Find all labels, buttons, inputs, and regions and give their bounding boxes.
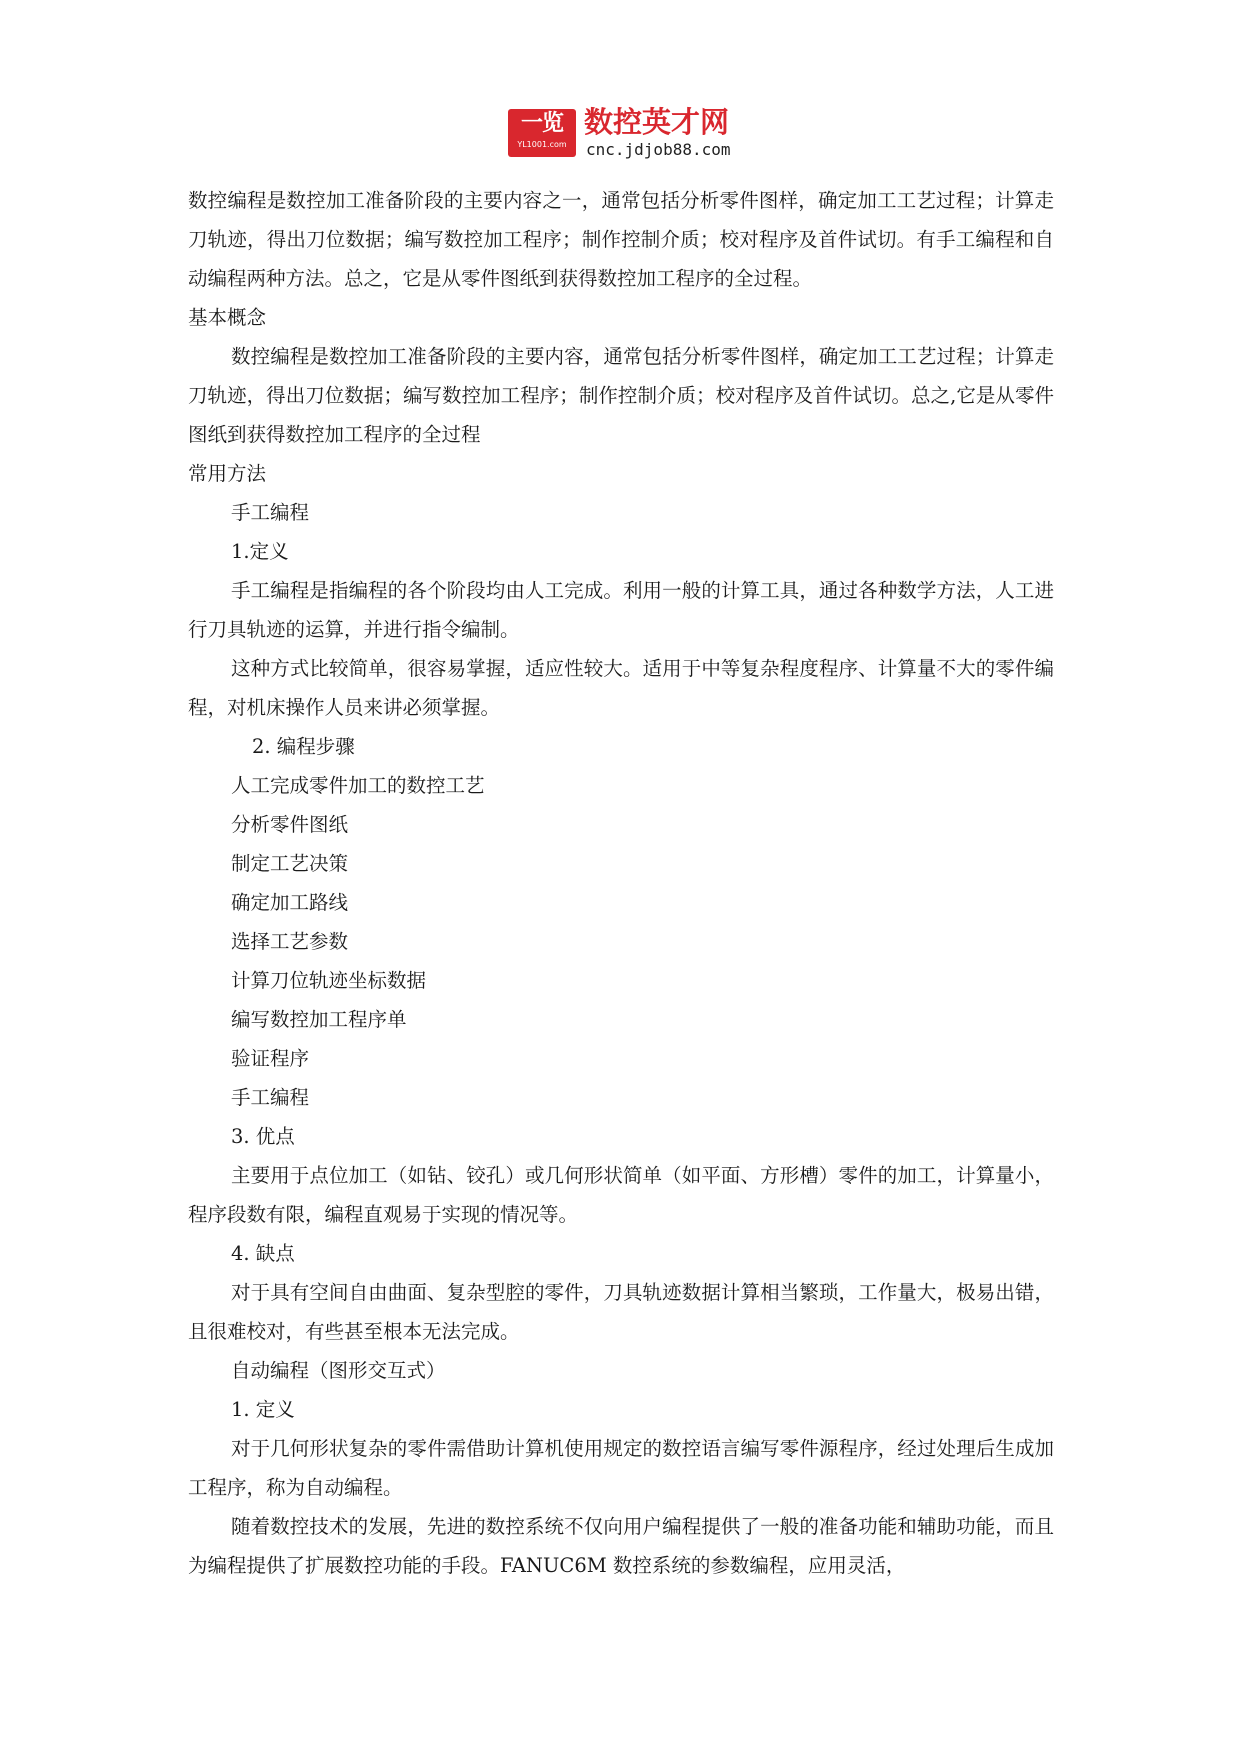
item-heading: 2. 编程步骤 — [252, 735, 355, 758]
logo-title: 数控英才网 — [584, 105, 730, 139]
step-item: 分析零件图纸 — [231, 813, 349, 836]
step-item: 手工编程 — [231, 1086, 310, 1109]
step-item: 验证程序 — [231, 1047, 310, 1070]
section-heading: 常用方法 — [188, 462, 267, 485]
item-heading: 4. 缺点 — [231, 1242, 295, 1265]
step-item: 编写数控加工程序单 — [231, 1008, 407, 1031]
body-paragraph: 数控编程是数控加工准备阶段的主要内容，通常包括分析零件图样，确定加工工艺过程；计算走刀轨迹，得出刀位数据；编写数控加工程序；制作控制介质；校对程序及首件试切。总之,它是从零件图纸到获得数控加工程序的全过程 — [188, 345, 1054, 446]
step-item: 确定加工路线 — [231, 891, 349, 914]
item-heading: 3. 优点 — [231, 1125, 295, 1148]
section-heading: 基本概念 — [188, 306, 267, 329]
body-paragraph: 对于具有空间自由曲面、复杂型腔的零件，刀具轨迹数据计算相当繁琐，工作量大，极易出错，且很难校对，有些甚至根本无法完成。 — [188, 1281, 1054, 1343]
subsection-heading: 自动编程（图形交互式） — [231, 1359, 446, 1382]
item-heading: 1.定义 — [231, 540, 289, 563]
step-item: 制定工艺决策 — [231, 852, 349, 875]
body-paragraph: 主要用于点位加工（如钻、铰孔）或几何形状简单（如平面、方形槽）零件的加工，计算量小，程序段数有限，编程直观易于实现的情况等。 — [188, 1164, 1054, 1226]
document-body — [188, 181, 1054, 1585]
logo-badge — [508, 109, 576, 157]
intro-paragraph: 数控编程是数控加工准备阶段的主要内容之一，通常包括分析零件图样，确定加工工艺过程；计算走刀轨迹，得出刀位数据；编写数控加工程序；制作控制介质；校对程序及首件试切。有手工编程和自动编程两种方法。总之，它是从零件图纸到获得数控加工程序的全过程。 — [188, 189, 1054, 290]
logo-badge-main: 一览 — [520, 111, 563, 136]
site-logo — [508, 105, 744, 161]
item-heading: 1. 定义 — [231, 1398, 295, 1421]
step-item: 计算刀位轨迹坐标数据 — [231, 969, 427, 992]
body-paragraph: 随着数控技术的发展，先进的数控系统不仅向用户编程提供了一般的准备功能和辅助功能，而且为编程提供了扩展数控功能的手段。FANUC6M 数控系统的参数编程，应用灵活， — [188, 1515, 1054, 1577]
subsection-heading: 手工编程 — [231, 501, 310, 524]
logo-url: cnc.jdjob88.com — [586, 140, 731, 159]
body-paragraph: 手工编程是指编程的各个阶段均由人工完成。利用一般的计算工具，通过各种数学方法，人工进行刀具轨迹的运算，并进行指令编制。 — [188, 579, 1054, 641]
step-item: 人工完成零件加工的数控工艺 — [231, 774, 485, 797]
body-paragraph: 对于几何形状复杂的零件需借助计算机使用规定的数控语言编写零件源程序，经过处理后生成加工程序，称为自动编程。 — [188, 1437, 1054, 1499]
body-paragraph: 这种方式比较简单，很容易掌握，适应性较大。适用于中等复杂程度程序、计算量不大的零件编程，对机床操作人员来讲必须掌握。 — [188, 657, 1054, 719]
step-item: 选择工艺参数 — [231, 930, 349, 953]
logo-badge-sub: YL1001.com — [517, 140, 567, 149]
